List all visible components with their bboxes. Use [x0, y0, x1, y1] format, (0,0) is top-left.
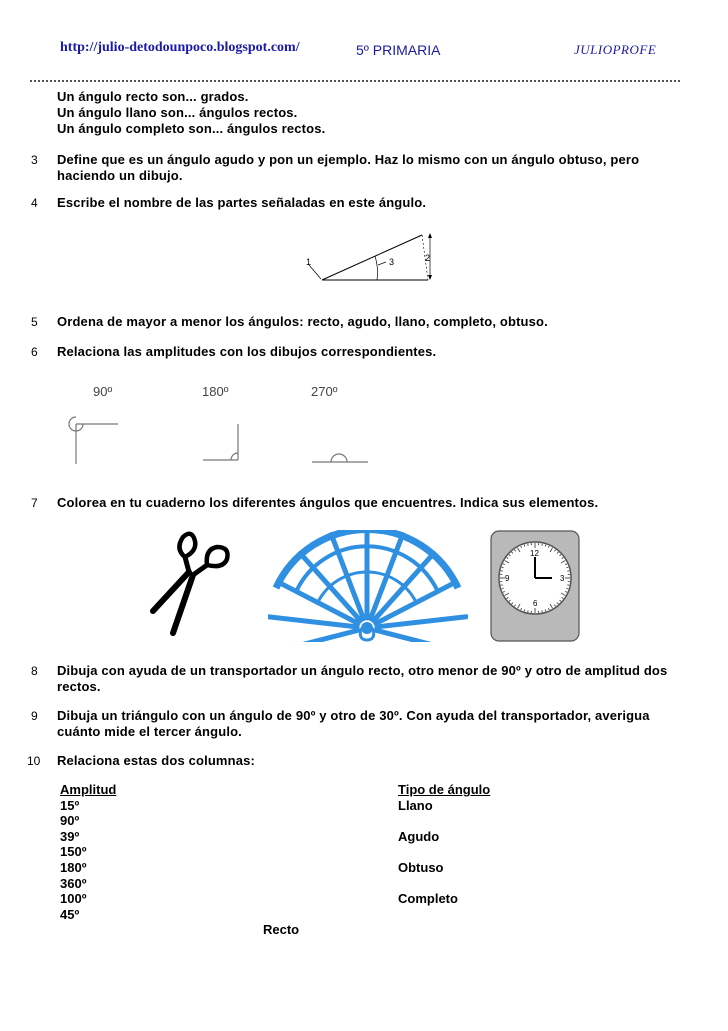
clock-number-3: 3	[560, 574, 565, 583]
question-number-8: 8	[31, 664, 38, 678]
question-3-line-2: haciendo un dibujo.	[57, 168, 183, 183]
question-number-4: 4	[31, 196, 38, 210]
clock-number-9: 9	[505, 574, 510, 583]
clock-tick	[566, 567, 568, 568]
question-8-line-2: rectos.	[57, 679, 101, 694]
question-9-line-1: Dibuja un triángulo con un ángulo de 90º y otro de 30º. Con ayuda del transportador, averigua	[57, 708, 650, 723]
amplitude-label-180: 180º	[202, 384, 229, 399]
header-url: http://julio-detodounpoco.blogspot.com/	[60, 40, 300, 55]
header-divider	[30, 80, 680, 82]
fan-rib	[377, 630, 464, 642]
question-number-10: 10	[27, 754, 41, 768]
angle-parts-diagram	[300, 225, 450, 287]
question-5-text: Ordena de mayor a menor los ángulos: recto, agudo, llano, completo, obtuso.	[57, 314, 548, 329]
question-number-5: 5	[31, 315, 38, 329]
question-8-line-1: Dibuja con ayuda de un transportador un ángulo recto, otro menor de 90º y otro de amplitud dos	[57, 663, 668, 678]
amplitude-column	[60, 782, 116, 922]
angle-drawing-180	[310, 448, 370, 466]
angle-type-value: Obtuso	[398, 860, 444, 875]
question-number-6: 6	[31, 345, 38, 359]
question-4-text: Escribe el nombre de las partes señaladas en este ángulo.	[57, 195, 427, 210]
clock-tick	[502, 588, 504, 589]
header-grade: 5º PRIMARIA	[356, 42, 441, 58]
amplitude-column-header: Amplitud	[60, 782, 117, 797]
question-9-line-2: cuánto mide el tercer ángulo.	[57, 724, 242, 739]
clock-tick	[545, 545, 546, 547]
angle-type-value: Agudo	[398, 829, 440, 844]
intro-line-right-angle: Un ángulo recto son... grados.	[57, 89, 249, 104]
question-number-3: 3	[31, 153, 38, 167]
amplitude-value: 90º	[60, 813, 80, 829]
amplitude-value: 100º	[60, 891, 87, 907]
clock-image	[490, 530, 580, 642]
amplitude-value: 45º	[60, 906, 80, 922]
question-6-text: Relaciona las amplitudes con los dibujos correspondientes.	[57, 344, 437, 359]
intro-line-straight-angle: Un ángulo llano son... ángulos rectos.	[57, 105, 298, 120]
angle-type-value-bottom: Recto	[263, 922, 300, 937]
header-author: JULIOPROFE	[574, 42, 657, 57]
question-number-9: 9	[31, 709, 38, 723]
clock-tick	[502, 567, 504, 568]
amplitude-value: 39º	[60, 828, 80, 844]
question-number-7: 7	[31, 496, 38, 510]
angle-label-3: 3	[389, 257, 395, 267]
clock-number-6: 6	[533, 599, 538, 608]
scissors-image	[145, 527, 235, 637]
angle-label-2: 2	[425, 253, 431, 263]
amplitude-value: 15º	[60, 797, 80, 813]
clock-number-12: 12	[530, 549, 539, 558]
angle-type-value: Llano	[398, 798, 433, 813]
clock-tick	[545, 609, 546, 611]
clock-tick	[566, 588, 568, 589]
angle-drawing-270	[62, 408, 122, 468]
amplitude-label-90: 90º	[93, 384, 113, 399]
fan-image	[268, 530, 468, 642]
fan-rib	[270, 630, 357, 642]
angle-label-1: 1	[306, 257, 312, 267]
clock-tick	[524, 609, 525, 611]
amplitude-label-270: 270º	[311, 384, 338, 399]
angle-drawing-90	[200, 420, 250, 465]
angle-type-value: Completo	[398, 891, 458, 906]
question-7-text: Colorea en tu cuaderno los diferentes ángulos que encuentres. Indica sus elementos.	[57, 495, 599, 510]
intro-line-full-angle: Un ángulo completo son... ángulos rectos.	[57, 121, 326, 136]
amplitude-value: 360º	[60, 875, 87, 891]
question-3-line-1: Define que es un ángulo agudo y pon un ejemplo. Haz lo mismo con un ángulo obtuso, pero	[57, 152, 640, 167]
angle-type-column-header: Tipo de ángulo	[398, 782, 491, 797]
amplitude-value: 180º	[60, 859, 87, 875]
amplitude-value: 150º	[60, 844, 87, 860]
question-10-text: Relaciona estas dos columnas:	[57, 753, 255, 768]
clock-tick	[524, 545, 525, 547]
